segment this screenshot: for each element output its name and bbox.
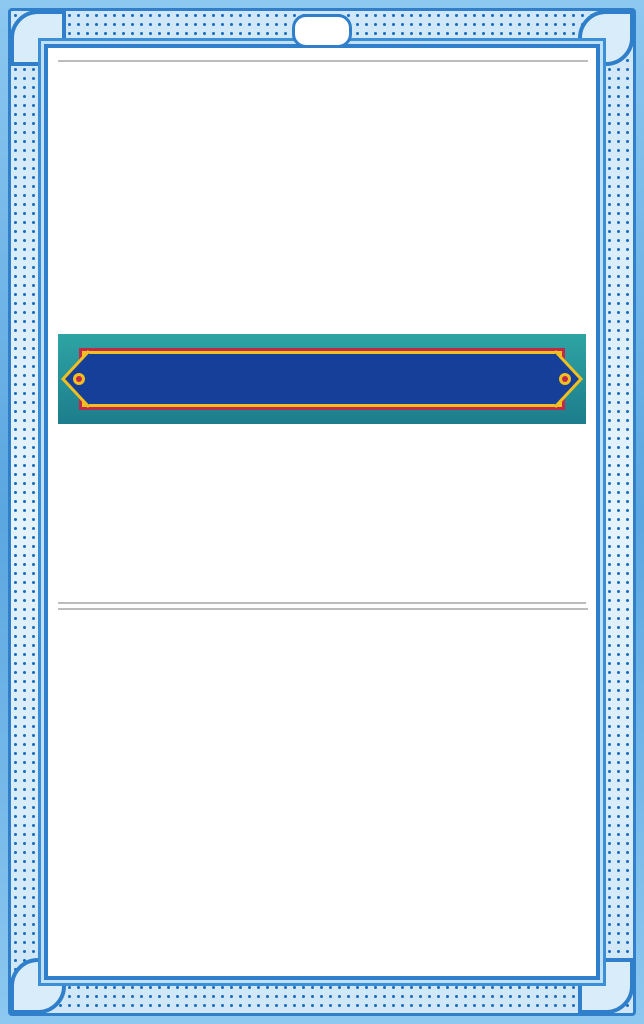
letter-grid-tanween <box>58 608 588 610</box>
instructions-panel <box>58 426 586 604</box>
page-number <box>292 14 352 48</box>
banner-ornament-right <box>551 349 585 409</box>
lesson-banner-plaque <box>82 351 562 407</box>
banner-ornament-left <box>59 349 93 409</box>
letter-grid-harakat <box>58 60 588 62</box>
lesson-banner <box>58 334 586 424</box>
